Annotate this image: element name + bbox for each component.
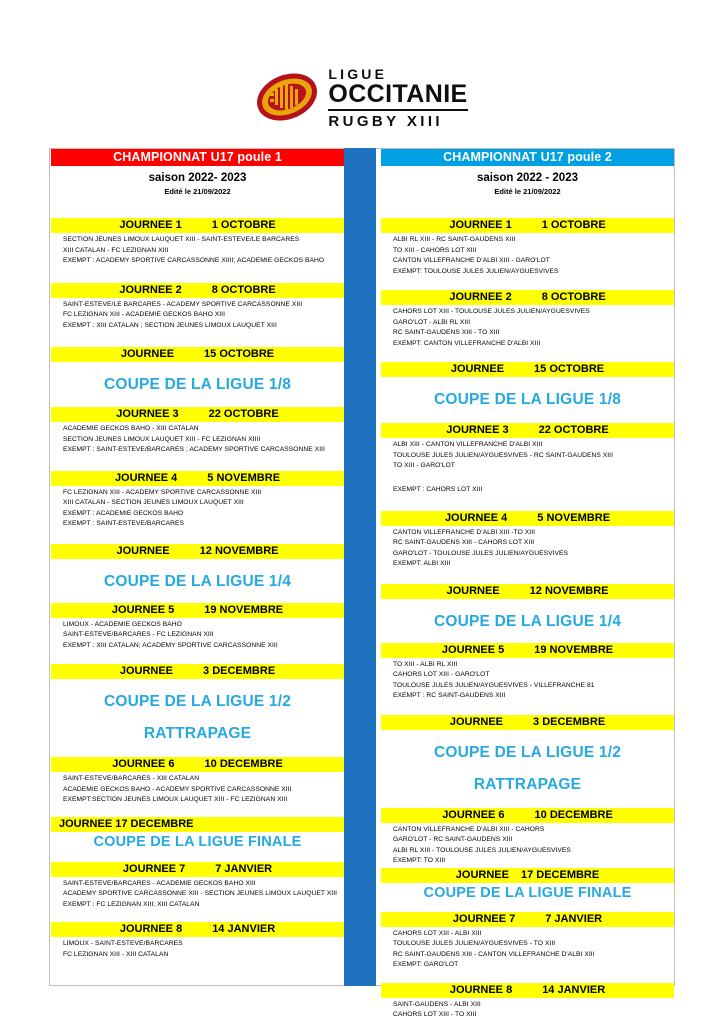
spacer (51, 267, 344, 283)
fixture-line: TOULOUSE JULES JULIEN/AYGUESVIVES - TO XIII (393, 940, 556, 947)
fixture-line: LIMOUX - SAINT-ESTEVE/BARCARES (63, 940, 183, 947)
fixture-line: CANTON VILLEFRANCHE D'ALBI XIII - CAHORS (393, 825, 545, 833)
journee-label: JOURNEE (446, 584, 500, 597)
journee-label: JOURNEE 5 (111, 603, 175, 616)
journee-bar-left-2 (51, 347, 344, 362)
journee-date: 22 OCTOBRE (208, 408, 279, 420)
fixture-line: RC SAINT-GAUDENS XIII - CAHORS LOT XIII (393, 539, 535, 546)
fixture-line: GARO'LOT - TOULOUSE JULES JULIEN/AYGUESVIVES (393, 549, 569, 557)
fixture-line: EXEMPT : CAHORS LOT XIII (393, 486, 483, 493)
journee-bar-left-10 (51, 862, 344, 877)
journee-label: JOURNEE 17 DECEMBRE (59, 817, 194, 830)
fixture-line: XIII CATALAN - FC LEZIGNAN XIII (63, 246, 169, 254)
fixture-line: EXEMPT : XIII CATALAN ; SECTION JEUNES LIMOUX LAUQUET XIII (63, 321, 277, 329)
journee-bar-right-9 (381, 868, 674, 883)
fixture-line: EXEMPT:SECTION JEUNES LIMOUX LAUQUET XIII - FC LEZIGNAN XIII (63, 796, 288, 803)
column-divider (344, 148, 376, 986)
logo-line-ligue: LIGUE (328, 66, 388, 82)
spacer (51, 910, 344, 922)
journee-date: 19 NOVEMBRE (534, 643, 614, 656)
journee-label: JOURNEE 2 (449, 291, 512, 303)
journee-label: JOURNEE 7 (122, 862, 186, 875)
spacer (381, 702, 674, 715)
fixtures-left-1 (51, 298, 344, 332)
spacer (51, 806, 344, 817)
fixture-line: SAINT-GAUDENS - ALBI XIII (393, 1000, 481, 1008)
coupe-finale-label-right: COUPE DE LA LIGUE FINALE (423, 884, 632, 901)
spacer (381, 570, 674, 584)
spacer (381, 409, 674, 423)
logo-wrap (256, 65, 467, 129)
fixture-line: EXEMPT : RC SAINT-GAUDENS XIII (393, 692, 506, 699)
journee-bar-left-6 (51, 603, 344, 618)
fixture-line: EXEMPT: ALBI XIII (393, 560, 451, 567)
journee-bar-right-4 (381, 511, 674, 526)
spacer (381, 794, 674, 808)
spacer (381, 196, 674, 218)
spacer (381, 901, 674, 912)
spacer (381, 349, 674, 362)
journee-label: JOURNEE 8 (449, 983, 513, 996)
fixture-line: SAINT-ESTEVE/BARCARES - FC LEZIGNAN XIII (63, 631, 214, 638)
spacer (51, 394, 344, 407)
rattrapage-label-left-7: RATTRAPAGE (143, 725, 252, 742)
journee-bar-right-7 (381, 715, 674, 730)
fixtures-left-10 (51, 877, 344, 911)
journee-date: 7 JANVIER (545, 912, 603, 925)
poule-1-column (51, 149, 344, 987)
journee-date: 10 DECEMBRE (204, 758, 283, 770)
journee-date: 12 NOVEMBRE (199, 544, 279, 557)
fixture-line: EXEMPT: CANTON VILLEFRANCHE D'ALBI XIII (393, 339, 541, 347)
journee-label: JOURNEE 2 (119, 283, 182, 296)
coupe-label-left-7: COUPE DE LA LIGUE 1/2 (103, 693, 292, 710)
fixture-line: FC LEZIGNAN XIII - XIII CATALAN (63, 950, 169, 958)
logo-text (328, 65, 467, 129)
league-logo (0, 62, 724, 132)
fixture-line: ALBI XIII - CANTON VILLEFRANCHE D'ALBI XIII (393, 441, 543, 448)
edited-label-left: Edité le 21/09/2022 (164, 187, 231, 196)
journee-date: 1 OCTOBRE (541, 219, 606, 231)
journee-date: 3 DECEMBRE (203, 665, 276, 677)
fixture-line: TO XIII - CAHORS LOT XIII (393, 246, 477, 254)
coupe-label-right-7: COUPE DE LA LIGUE 1/2 (433, 743, 622, 761)
season-label-right: saison 2022 - 2023 (476, 172, 578, 184)
journee-bar-left-7 (51, 664, 344, 679)
journee-date: 14 JANVIER (212, 923, 276, 935)
fixture-line: TOULOUSE JULES JULIEN/AYGUESVIVES - VILLEFRANCHE 81 (393, 681, 595, 689)
logo-line-occitanie: OCCITANIE (328, 82, 467, 111)
fixture-line: CAHORS LOT XIII - TO XIII (393, 1011, 477, 1018)
journee-date: 8 OCTOBRE (211, 283, 276, 296)
fixture-line: CAHORS LOT XIII - GARO'LOT (393, 671, 490, 678)
fixture-line: SAINT-ESTEVE/LE BARCARES - ACADEMY SPORTIVE CARCASSONNE XIII (63, 300, 303, 308)
spacer (381, 496, 674, 511)
fixtures-left-6 (51, 618, 344, 652)
spacer (51, 711, 344, 725)
journee-date: 8 OCTOBRE (541, 291, 606, 303)
journee-bar-right-1 (381, 290, 674, 305)
journee-label: JOURNEE 3 (116, 408, 179, 420)
spacer (381, 277, 674, 290)
fixture-line: GARO'LOT - RC SAINT-GAUDENS XIII (393, 836, 513, 843)
fixture-line: GARO'LOT - ALBI RL XIII (393, 318, 471, 326)
journee-date: 19 NOVEMBRE (204, 603, 284, 616)
fixtures-left-0 (51, 233, 344, 267)
spacer (51, 196, 344, 218)
fixture-line: FC LEZIGNAN XIII - ACADEMY SPORTIVE CARCASSONNE XIII (63, 488, 262, 496)
journee-date: 14 JANVIER (542, 983, 606, 996)
coupe-label-right-2: COUPE DE LA LIGUE 1/8 (433, 391, 622, 408)
journee-date: 1 OCTOBRE (211, 219, 276, 231)
journee-label: JOURNEE (450, 363, 505, 375)
journee-date: 5 NOVEMBRE (537, 511, 611, 524)
fixture-line: ALBI RL XIII - TOULOUSE JULES JULIEN/AYGUESVIVES (393, 846, 571, 854)
championnat-title-right: CHAMPIONNAT U17 poule 2 (381, 149, 674, 166)
fixture-line: TO XIII - GARO'LOT (393, 462, 455, 469)
journee-label: JOURNEE (116, 544, 170, 557)
fixtures-left-8 (51, 772, 344, 806)
spacer (381, 971, 674, 983)
rugby-ball-icon (250, 65, 324, 129)
journee-date: 22 OCTOBRE (538, 424, 609, 436)
journee-bar-right-11 (381, 983, 674, 998)
journee-date: 3 DECEMBRE (533, 715, 606, 728)
spacer (51, 651, 344, 664)
fixture-line: CAHORS LOT XIII - TOULOUSE JULES JULIEN/AYGUESVIVES (393, 308, 590, 315)
journee-label: JOURNEE (119, 665, 174, 677)
fixtures-right-8 (381, 823, 674, 867)
journee-label: JOURNEE (120, 348, 175, 360)
journee-date: 5 NOVEMBRE (207, 471, 281, 484)
journee-bar-left-5 (51, 544, 344, 559)
fixture-line: ALBI RL XIII - RC SAINT-GAUDENS XIII (393, 236, 516, 243)
spacer (51, 456, 344, 471)
fixture-line: SAINT-ESTEVE/BARCARES - ACADEMIE GECKOS BAHO XIII (63, 879, 256, 887)
journee-label: JOURNEE 3 (446, 424, 509, 436)
journee-label: JOURNEE 1 (449, 219, 512, 231)
spacer (51, 591, 344, 603)
fixtures-left-4 (51, 486, 344, 530)
journee-date: 7 JANVIER (215, 862, 273, 875)
journee-bar-right-2 (381, 362, 674, 377)
fixtures-right-6 (381, 658, 674, 702)
rattrapage-label-right-7: RATTRAPAGE (473, 775, 582, 793)
fixture-line: CANTON VILLEFRANCHE D'ALBI XIII - GARO'LOT (393, 257, 550, 264)
fixtures-right-0 (381, 233, 674, 277)
journee-bar-right-6 (381, 643, 674, 658)
fixture-line: EXEMPT : ACADEMY SPORTIVE CARCASSONNE XIIII; ACADEMIE GECKOS BAHO (63, 257, 325, 264)
spacer (51, 679, 344, 693)
poule-2-column (381, 149, 674, 1018)
journee-bar-right-3 (381, 423, 674, 438)
spacer (381, 730, 674, 744)
logo-line-rugby: RUGBY XIII (328, 113, 443, 130)
journee-label: JOURNEE (455, 868, 509, 881)
fixture-line: XIII CATALAN - SECTION JEUNES LIMOUX LAUQUET XIII (63, 499, 244, 506)
journee-date: 10 DECEMBRE (534, 808, 613, 821)
journee-label: JOURNEE 7 (452, 912, 516, 925)
fixture-line: SECTION JEUNES LIMOUX LAUQUET XIII - FC LEZIGNAN XIIII (63, 435, 261, 443)
journee-bar-left-0 (51, 218, 344, 233)
journee-label: JOURNEE 4 (444, 511, 508, 524)
fixture-line: LIMOUX - ACADEMIE GECKOS BAHO (63, 620, 182, 628)
journee-bar-left-11 (51, 922, 344, 937)
coupe-label-left-5: COUPE DE LA LIGUE 1/4 (103, 572, 292, 590)
fixture-line: EXEMPT : XIII CATALAN; ACADEMY SPORTIVE CARCASSONNE XIII (63, 641, 278, 649)
fixtures-left-11 (51, 937, 344, 960)
fixtures-right-4 (381, 526, 674, 570)
fixture-line: EXEMPT : FC LEZIGNAN XIII; XIII CATALAN (63, 900, 200, 908)
fixture-line: ACADEMIE GECKOS BAHO - ACADEMY SPORTIVE CARCASSONNE XIII (63, 785, 292, 793)
season-label-left: saison 2022- 2023 (148, 172, 247, 184)
fixture-line: TOULOUSE JULES JULIEN/AYGUESVIVES - RC SAINT-GAUDENS XIII (393, 451, 613, 459)
edited-label-right: Edité le 21/09/2022 (494, 187, 561, 196)
fixtures-right-11 (381, 998, 674, 1021)
fixture-line: EXEMPT : SAINT-ESTEVE/BARCARES (63, 520, 185, 527)
journee-bar-left-8 (51, 757, 344, 772)
fixture-line: ACADEMIE GECKOS BAHO - XIII CATALAN (63, 425, 199, 432)
journee-label: JOURNEE 8 (119, 923, 183, 935)
championnat-title-left: CHAMPIONNAT U17 poule 1 (51, 149, 344, 166)
journee-label: JOURNEE 5 (441, 643, 505, 656)
spacer (51, 331, 344, 347)
fixtures-left-3 (51, 422, 344, 456)
spacer (51, 850, 344, 862)
spacer (381, 377, 674, 391)
coupe-finale-label-left: COUPE DE LA LIGUE FINALE (93, 833, 302, 850)
fixtures-right-1 (381, 305, 674, 349)
journee-bar-left-4 (51, 471, 344, 486)
fixture-line: RC SAINT-GAUDENS XIII - TO XIII (393, 329, 500, 336)
fixture-line: EXEMPT : SAINT-ESTEVE/BARCARES ; ACADEMY SPORTIVE CARCASSONNE XIII (63, 446, 325, 453)
journee-bar-right-0 (381, 218, 674, 233)
spacer (51, 530, 344, 544)
coupe-label-right-5: COUPE DE LA LIGUE 1/4 (433, 612, 622, 630)
fixtures-right-10 (381, 927, 674, 971)
spacer (51, 362, 344, 376)
fixture-line: FC LEZIGNAN XIII - ACADEMIE GECKOS BAHO XIII (63, 311, 225, 318)
spacer (381, 631, 674, 643)
journee-label: JOURNEE (449, 715, 504, 728)
journee-date: 12 NOVEMBRE (529, 584, 609, 597)
coupe-label-left-2: COUPE DE LA LIGUE 1/8 (103, 376, 292, 393)
spacer (381, 599, 674, 613)
journee-label: JOURNEE 6 (442, 808, 505, 821)
occitan-cross-icon (256, 75, 318, 119)
journee-bar-right-5 (381, 584, 674, 599)
fixture-line: CANTON VILLEFRANCHE D'ALBI XIII -TO XIII (393, 528, 536, 536)
journee-bar-left-3 (51, 407, 344, 422)
fixture-line: SAINT-ESTEVE/BARCARES - XIII CATALAN (63, 775, 200, 782)
journee-label: JOURNEE 6 (112, 758, 175, 770)
fixture-line: SECTION JEUNES LIMOUX LAUQUET XIII - SAINT-ESTEVE/LE BARCARES (63, 236, 300, 243)
fixture-line: EXEMPT: TOULOUSE JULES JULIEN/AYGUESVIVES (393, 267, 559, 275)
journee-bar-left-1 (51, 283, 344, 298)
fixture-line: TO XIII - ALBI RL XIII (393, 660, 458, 668)
journee-date: 17 DECEMBRE (520, 868, 600, 881)
journee-bar-right-10 (381, 912, 674, 927)
fixture-line: EXEMPT : ACADEMIE GECKOS BAHO (63, 509, 184, 517)
fixture-line: ACADEMY SPORTIVE CARCASSONNE XIII - SECTION JEUNES LIMOUX LAUQUET XIII (63, 890, 338, 897)
fixtures-right-3 (381, 438, 674, 496)
fixture-line: EXEMPT: TO XIII (393, 857, 446, 864)
journee-bar-left-9 (51, 817, 344, 832)
fixture-line: CAHORS LOT XIII - ALBI XIII (393, 929, 482, 937)
fixture-line: RC SAINT-GAUDENS XIII - CANTON VILLEFRANCHE D'ALBI XIII (393, 950, 595, 958)
journee-label: JOURNEE 1 (119, 219, 182, 231)
fixture-line: EXEMPT: GARO'LOT (393, 961, 459, 968)
spacer (381, 762, 674, 776)
journee-label: JOURNEE 4 (114, 471, 178, 484)
spacer (51, 743, 344, 757)
fixture-line (393, 475, 674, 486)
journee-date: 15 OCTOBRE (534, 363, 605, 375)
journee-date: 15 OCTOBRE (204, 348, 275, 360)
spacer (51, 559, 344, 573)
journee-bar-right-8 (381, 808, 674, 823)
